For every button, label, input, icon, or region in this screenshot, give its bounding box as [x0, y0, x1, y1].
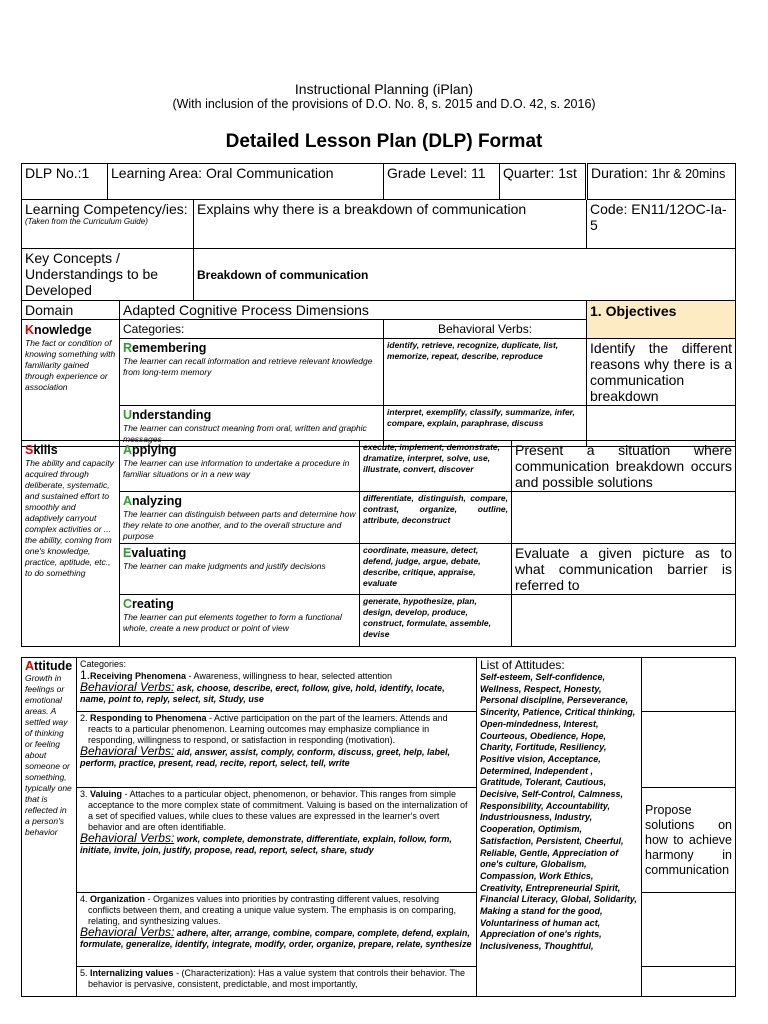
attitude-list-cell	[477, 658, 642, 997]
analyzing-title: nalyzing	[132, 494, 183, 508]
responding-verbs-label: Behavioral Verbs:	[80, 744, 175, 758]
plan-subheading: (With inclusion of the provisions of D.O. No. 8, s. 2015 and D.O. 42, s. 2016)	[172, 97, 596, 111]
evaluating-title: valuating	[131, 546, 187, 560]
understanding-desc: The learner can construct meaning from oral, written and graphic messages	[123, 423, 367, 444]
skills-title: kills	[33, 443, 58, 457]
competency-label: Learning Competency/ies:	[25, 201, 188, 217]
evaluating-objective: Evaluate a given picture as to what communication barrier is referred to	[512, 544, 736, 595]
internalizing-name: Internalizing values	[90, 968, 174, 978]
responding-num: 2.	[80, 713, 88, 723]
organization-verbs-label: Behavioral Verbs:	[80, 925, 175, 939]
knowledge-initial: K	[25, 323, 35, 337]
creating-verbs: generate, hypothesize, plan, design, develop, produce, construct, formulate, assemble, devise	[360, 595, 512, 647]
skills-table	[21, 440, 736, 647]
knowledge-desc: The fact or condition of knowing something with familiarity gained through experience or association	[25, 338, 116, 392]
key-concepts-label: Key Concepts / Understandings to be Developed	[22, 249, 194, 301]
attitude-desc: Growth in feelings or emotional areas. A settled way of thinking or feeling about someone or something, typically one that is reflected in a person's behavior	[25, 673, 72, 837]
analyzing-desc: The learner can distinguish between parts and determine how they relate to one another, and to the overall structure and purpose	[123, 509, 356, 541]
applying-initial: A	[123, 443, 133, 457]
attitude-categories-label: Categories:	[80, 659, 127, 669]
remembering-objective: Identify the different reasons why there is a communication breakdown	[587, 339, 736, 406]
applying-title: pplying	[132, 443, 177, 457]
dimensions-header: Adapted Cognitive Process Dimensions	[120, 301, 587, 320]
categories-header: Categories:	[120, 320, 384, 339]
quarter: Quarter: 1st	[500, 164, 587, 200]
verbs-header: Behavioral Verbs:	[384, 320, 587, 339]
applying-objective: Present a situation where communication breakdown occurs and possible solutions	[512, 441, 736, 492]
attitude-objective-blank-3	[642, 893, 736, 967]
responding-verbs: aid, answer, assist, comply, conform, discuss, greet, help, label, perform, practice, present, read, recite, report, select, tell, write	[80, 747, 451, 768]
attitude-initial: A	[25, 659, 35, 673]
responding-name: Responding to Phenomena	[90, 713, 207, 723]
understanding-title: nderstanding	[132, 408, 212, 422]
attitude-list-label: List of Attitudes:	[480, 658, 565, 672]
applying-cell	[120, 441, 360, 492]
skills-initial: S	[25, 443, 34, 457]
receiving-cell	[77, 658, 477, 712]
grade-level: Grade Level: 11	[384, 164, 500, 200]
competency-note: (Taken from the Curriculum Guide)	[25, 217, 148, 226]
evaluating-cell	[120, 544, 360, 595]
evaluating-desc: The learner can make judgments and justify decisions	[123, 561, 326, 571]
analyzing-cell	[120, 492, 360, 544]
valuing-num: 3.	[80, 789, 88, 799]
understanding-verbs: interpret, exemplify, classify, summarize, infer, compare, explain, paraphrase, discuss	[384, 406, 587, 447]
creating-initial: C	[123, 597, 133, 611]
applying-verbs: execute, implement, demonstrate, dramatize, interpret, solve, use, illustrate, convert, discover	[360, 441, 512, 492]
internalizing-cell	[77, 967, 477, 997]
understanding-initial: U	[123, 408, 133, 422]
valuing-verbs: work, complete, demonstrate, differentiate, explain, follow, form, initiate, invite, join, justify, propose, read, report, select, share, study	[80, 834, 452, 855]
attitude-title: ttitude	[34, 659, 73, 673]
creating-cell	[120, 595, 360, 647]
analyzing-objective	[512, 492, 736, 544]
competency-text: Explains why there is a breakdown of communication	[194, 200, 587, 249]
plan-heading: Instructional Planning (iPlan)	[294, 81, 474, 97]
organization-desc: - Organizes values into priorities by contrasting different values, resolving conflicts between them, and creating a unique value system. The emphasis is on comparing, relating, and synthesizing values.	[88, 894, 457, 926]
attitude-objective-blank-2	[642, 712, 736, 788]
key-concepts-text: Breakdown of communication	[194, 249, 736, 301]
remembering-cell	[120, 339, 384, 406]
receiving-verbs: ask, choose, describe, erect, follow, give, hold, identify, locate, name, point to, reply, select, sit, Study, use	[80, 683, 445, 704]
responding-cell	[77, 712, 477, 788]
creating-title: reating	[132, 597, 174, 611]
knowledge-title: nowledge	[34, 323, 92, 337]
remembering-initial: R	[123, 341, 133, 355]
duration-label: Duration:	[591, 165, 652, 181]
valuing-verbs-label: Behavioral Verbs:	[80, 831, 175, 845]
internalizing-num: 5.	[80, 968, 88, 978]
skills-domain	[22, 441, 120, 647]
applying-desc: The learner can use information to undertake a procedure in familiar situations or in a new way	[123, 458, 350, 479]
organization-verbs: adhere, alter, arrange, combine, compare, complete, defend, explain, formulate, generalize, identify, integrate, modify, order, organize, prepare, relate, synthesize	[80, 928, 472, 949]
creating-objective	[512, 595, 736, 647]
creating-desc: The learner can put elements together to form a functional whole, create a new product or point of view	[123, 612, 342, 633]
responding-desc: - Active participation on the part of the learners. Attends and reacts to a particular phenomenon. Learning outcomes may emphasize compliance in responding, willingness to respond, or satisfaction in responding (motivation).	[88, 713, 448, 745]
receiving-num: 1.	[80, 668, 91, 682]
valuing-cell	[77, 788, 477, 893]
attitude-objective-blank-4	[642, 967, 736, 997]
internalizing-desc: - (Characterization): Has a value system that controls their behavior. The behavior is pervasive, consistent, predictable, and most importantly,	[88, 968, 466, 989]
organization-num: 4.	[80, 894, 88, 904]
remembering-verbs: identify, retrieve, recognize, duplicate, list, memorize, repeat, describe, reproduce	[384, 339, 587, 406]
organization-cell	[77, 893, 477, 967]
attitude-domain	[22, 658, 77, 997]
receiving-desc: - Awareness, willingness to hear, selected attention	[186, 671, 393, 681]
analyzing-verbs: differentiate, distinguish, compare, contrast, organize, outline, attribute, deconstruct	[360, 492, 512, 544]
duration-value: 1hr & 20mins	[651, 167, 726, 181]
objectives-header: 1. Objectives	[587, 301, 736, 339]
attitude-objective: Propose solutions on how to achieve harmony in communication	[642, 788, 736, 893]
skills-desc: The ability and capacity acquired through deliberate, systematic, and sustained effort to smoothly and adaptively carryout complex activities or ... the ability, coming from one's knowledge, practice, aptitude, etc., to do something	[25, 458, 114, 578]
remembering-desc: The learner can recall information and retrieve relevant knowledge from long-term memory	[123, 356, 373, 377]
competency-label-cell	[22, 200, 194, 249]
organization-name: Organization	[90, 894, 146, 904]
analyzing-initial: A	[123, 494, 133, 508]
duration	[587, 164, 736, 200]
evaluating-initial: E	[123, 546, 132, 560]
dlp-number: DLP No.:1	[22, 164, 108, 200]
receiving-verbs-label: Behavioral Verbs:	[80, 680, 175, 694]
valuing-name: Valuing	[90, 789, 123, 799]
competency-code: Code: EN11/12OC-Ia-5	[587, 200, 736, 249]
domain-header: Domain	[22, 301, 120, 320]
attitude-table	[21, 657, 736, 997]
valuing-desc: - Attaches to a particular object, phenomenon, or behavior. This ranges from simple acceptance to the more complex state of commitment. Valuing is based on the internalization of a set of specified values, while clues to these values are expressed in the learner's overt behavior and are often identifiable.	[88, 789, 468, 832]
learning-area: Learning Area: Oral Communication	[108, 164, 384, 200]
knowledge-domain	[22, 320, 120, 447]
remembering-title: emembering	[132, 341, 207, 355]
dlp-table-top	[21, 163, 736, 447]
evaluating-verbs: coordinate, measure, detect, defend, judge, argue, debate, describe, critique, appraise, evaluate	[360, 544, 512, 595]
attitude-list: Self-esteem, Self-confidence, Wellness, Respect, Honesty, Personal discipline, Perseverance, Sincerity, Patience, Critical thinking, Open-mindedness, Interest, Courteous, Obedience, Hope, Charity, Fortitude, Resiliency, Positive vision, Acceptance, Determined, Independent , Gratitude, Tolerant, Cautious, Decisive, Self-Control, Calmness, Responsibility, Accountability, Industriousness, Industry, Cooperation, Optimism, Satisfaction, Persistent, Cheerful, Reliable, Gentle, Appreciation of one's culture, Globalism, Compassion, Work Ethics, Creativity, Entrepreneurial Spirit, Financial Literacy, Global, Solidarity, Making a stand for the good, Voluntariness of human act, Appreciation of one's rights, Inclusiveness, Thoughtful,	[480, 672, 637, 952]
receiving-name: Receiving Phenomena	[90, 671, 187, 681]
page-title: Detailed Lesson Plan (DLP) Format	[225, 131, 543, 152]
attitude-objective-blank-1	[642, 658, 736, 712]
